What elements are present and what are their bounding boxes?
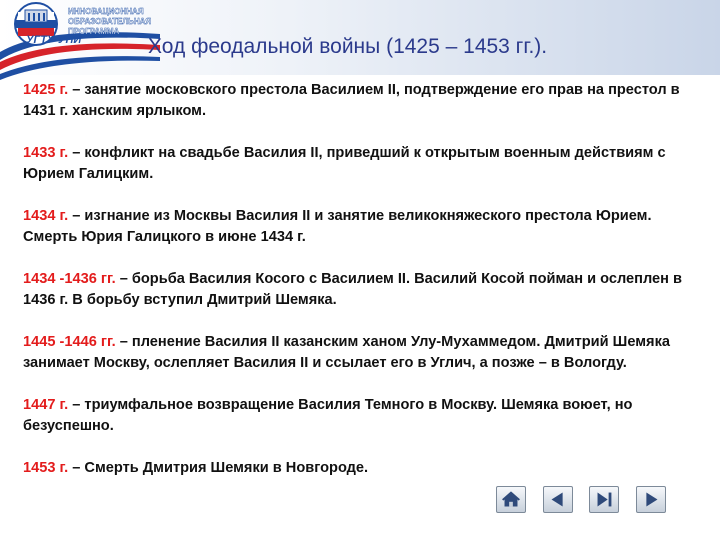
entry-year: 1434 г. [23,208,69,224]
home-icon [497,487,525,512]
entry-text: – триумфальное возвращение Василия Темного в Москву. Шемяка воюет, но безуспешно. [23,397,633,434]
triangle-right-icon [637,487,665,512]
logo-line-3: ПРОГРАММА [68,27,120,36]
logo-short-name: УГТУ-УПИ [26,34,82,46]
entry-text: – конфликт на свадьбе Василия II, приведший к открытым военным действиям с Юрием Галицким. [23,145,666,182]
logo-line-1: ИННОВАЦИОННАЯ [68,7,144,16]
triangle-left-icon [544,487,572,512]
entry-text: – пленение Василия II казанским ханом Улу-Мухаммедом. Дмитрий Шемяка занимает Москву, ослепляет Василия II и ссылает его в Углич, а позже – в Вологду. [23,334,670,371]
entry-text: – Смерть Дмитрия Шемяки в Новгороде. [68,460,369,476]
slide-title: Ход феодальной войны (1425 – 1453 гг.). [148,35,548,58]
entry-text: – занятие московского престола Василием II, подтверждение его прав на престол в 1431 г. ханским ярлыком. [23,82,680,119]
timeline-entry [23,332,683,374]
timeline-entry [23,269,683,311]
nav-previous-button[interactable] [543,486,573,513]
entry-text: – борьба Василия Косого с Василием II. Василий Косой пойман и ослеплен в 1436 г. В борьбу вступил Дмитрий Шемяка. [23,271,682,308]
logo-line-2: ОБРАЗОВАТЕЛЬНАЯ [68,17,152,26]
entry-year: 1447 г. [23,397,69,413]
timeline-entry [23,458,683,479]
entry-year: 1433 г. [23,145,69,161]
timeline-entry [23,143,683,185]
slide-content [23,80,683,479]
timeline-entry [23,80,683,122]
nav-last-button[interactable] [589,486,619,513]
entry-year: 1434 -1436 гг. [23,271,116,287]
timeline-entry [23,206,683,248]
nav-home-button[interactable] [496,486,526,513]
nav-next-button[interactable] [636,486,666,513]
entry-year: 1453 г. [23,460,69,476]
entry-text: – изгнание из Москвы Василия II и занятие великокняжеского престола Юрием. Смерть Юрия Галицкого в июне 1434 г. [23,208,652,245]
entry-year: 1445 -1446 гг. [23,334,116,350]
university-logo [0,0,160,80]
timeline-entry [23,395,683,437]
entry-year: 1425 г. [23,82,69,98]
skip-end-icon [590,487,618,512]
